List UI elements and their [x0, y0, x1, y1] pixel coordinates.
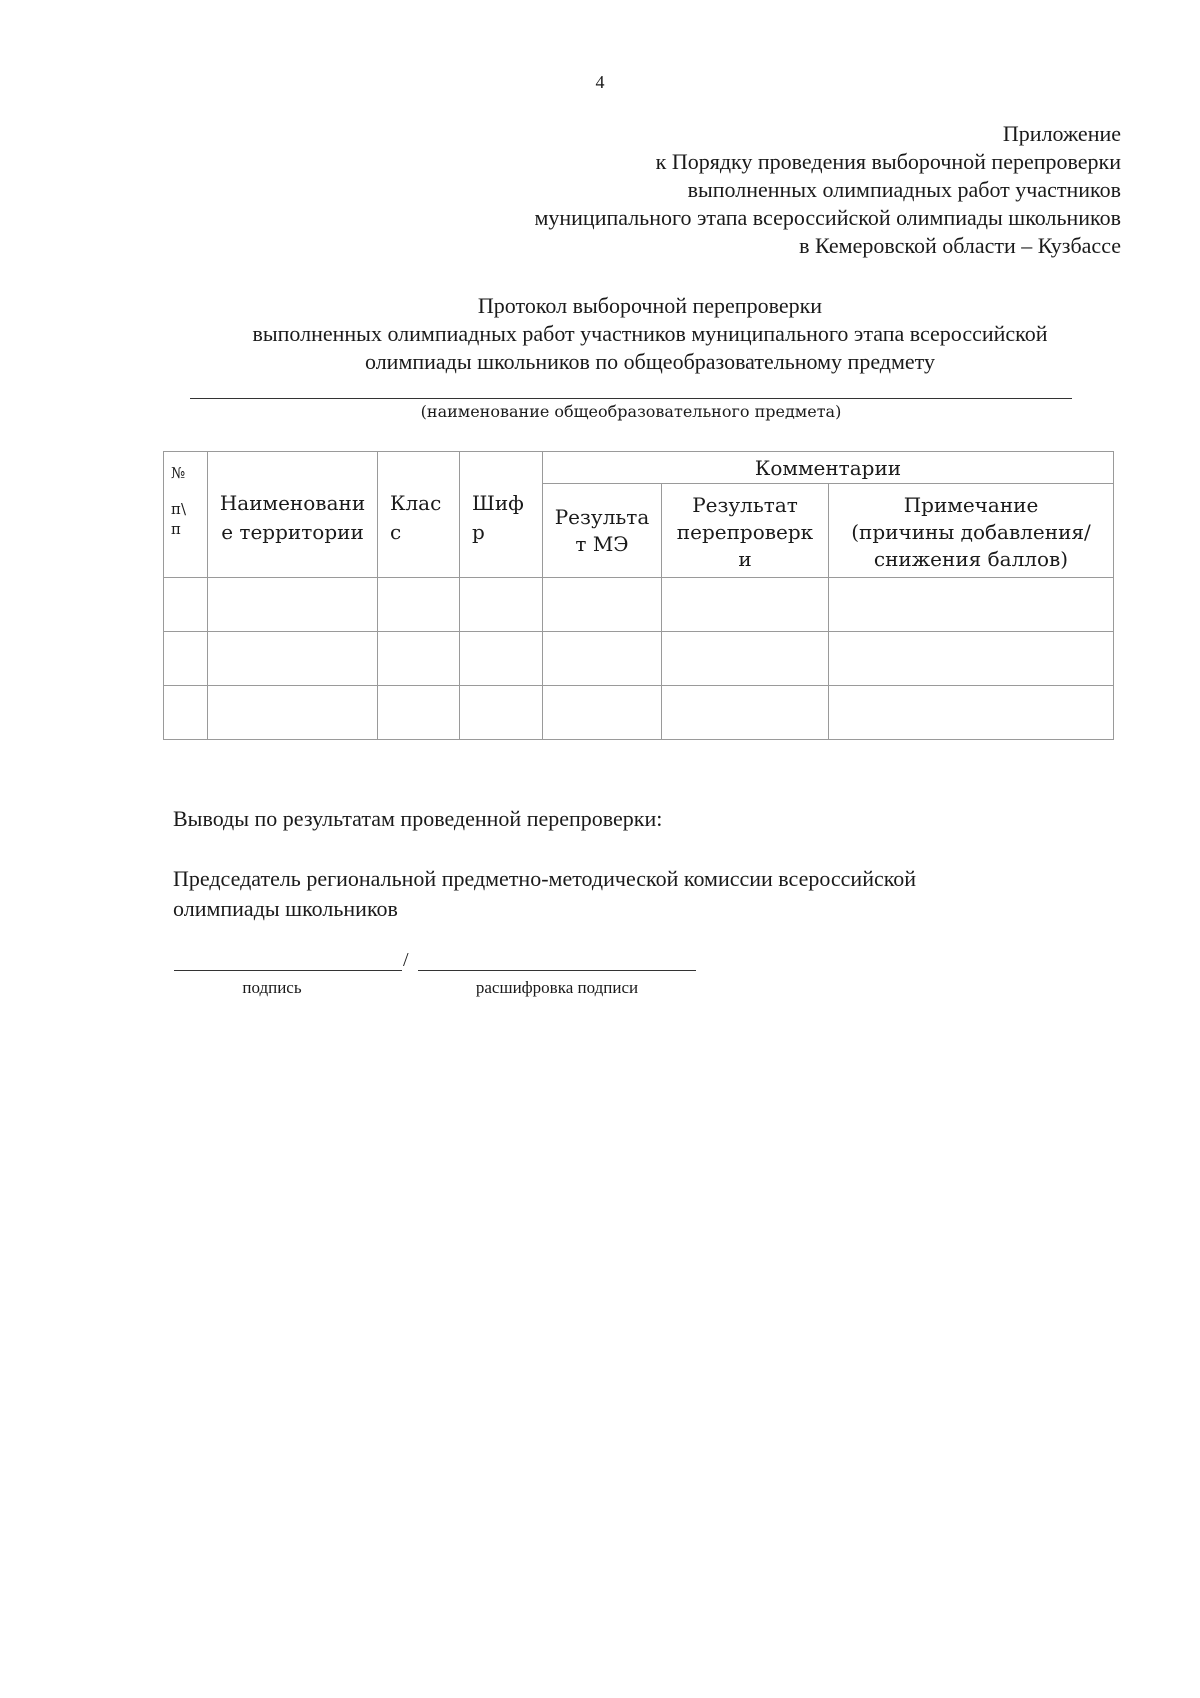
- appendix-line: выполненных олимпиадных работ участников: [687, 177, 1121, 202]
- table-cell: [662, 632, 829, 686]
- table-cell: [543, 578, 662, 632]
- table-header-row: [164, 452, 1114, 484]
- table-cell: [662, 578, 829, 632]
- table-cell: [460, 632, 543, 686]
- table-cell: [208, 578, 378, 632]
- header-note: Примечание (причины добавления/ снижения баллов): [829, 484, 1114, 578]
- table-cell: [829, 686, 1114, 740]
- signature-decoding-label: расшифровка подписи: [475, 978, 639, 997]
- recheck-table: [163, 451, 1114, 740]
- header-result-recheck: Результат перепроверк и: [662, 484, 829, 578]
- header-territory: Наименовани е территории: [208, 452, 378, 578]
- appendix-line: муниципального этапа всероссийской олимпиады школьников: [534, 205, 1121, 230]
- protocol-title-line: Протокол выборочной перепроверки: [477, 293, 823, 318]
- table-row: [164, 632, 1114, 686]
- table-cell: [829, 578, 1114, 632]
- header-result-me: Результа т МЭ: [543, 484, 662, 578]
- table-cell: [208, 632, 378, 686]
- table-cell: [829, 632, 1114, 686]
- page-number: 4: [595, 72, 605, 92]
- appendix-line: Приложение: [1002, 121, 1121, 146]
- chairman-line: олимпиады школьников: [173, 896, 398, 921]
- appendix-heading: [361, 120, 1121, 260]
- table-cell: [164, 632, 208, 686]
- header-comments: Комментарии: [543, 452, 1114, 484]
- header-number: № п\ п: [164, 452, 208, 578]
- table-cell: [378, 686, 460, 740]
- header-class: Клас с: [378, 452, 460, 578]
- subject-caption: (наименование общеобразовательного предмета): [420, 402, 842, 421]
- chairman-text: [173, 864, 916, 924]
- table-cell: [543, 686, 662, 740]
- appendix-line: в Кемеровской области – Кузбассе: [799, 233, 1121, 258]
- appendix-line: к Порядку проведения выборочной перепроверки: [655, 149, 1121, 174]
- conclusions-text: Выводы по результатам проведенной перепроверки:: [173, 806, 663, 831]
- table-cell: [460, 578, 543, 632]
- table-cell: [662, 686, 829, 740]
- table-cell: [164, 686, 208, 740]
- table-row: [164, 578, 1114, 632]
- table-cell: [460, 686, 543, 740]
- protocol-title: [150, 292, 1150, 376]
- signature-slash: /: [403, 949, 409, 971]
- header-code: Шиф р: [460, 452, 543, 578]
- protocol-title-line: выполненных олимпиадных работ участников муниципального этапа всероссийской: [252, 321, 1048, 346]
- table-cell: [378, 632, 460, 686]
- chairman-line: Председатель региональной предметно-методической комиссии всероссийской: [173, 866, 917, 891]
- table-cell: [164, 578, 208, 632]
- table-cell: [378, 578, 460, 632]
- signature-label: подпись: [242, 978, 302, 997]
- signature-blank-line: [174, 970, 402, 971]
- table-cell: [543, 632, 662, 686]
- subject-blank-line: [190, 398, 1072, 399]
- table-row: [164, 686, 1114, 740]
- protocol-title-line: олимпиады школьников по общеобразовательному предмету: [364, 349, 935, 374]
- signature-decoding-blank-line: [418, 970, 696, 971]
- table-cell: [208, 686, 378, 740]
